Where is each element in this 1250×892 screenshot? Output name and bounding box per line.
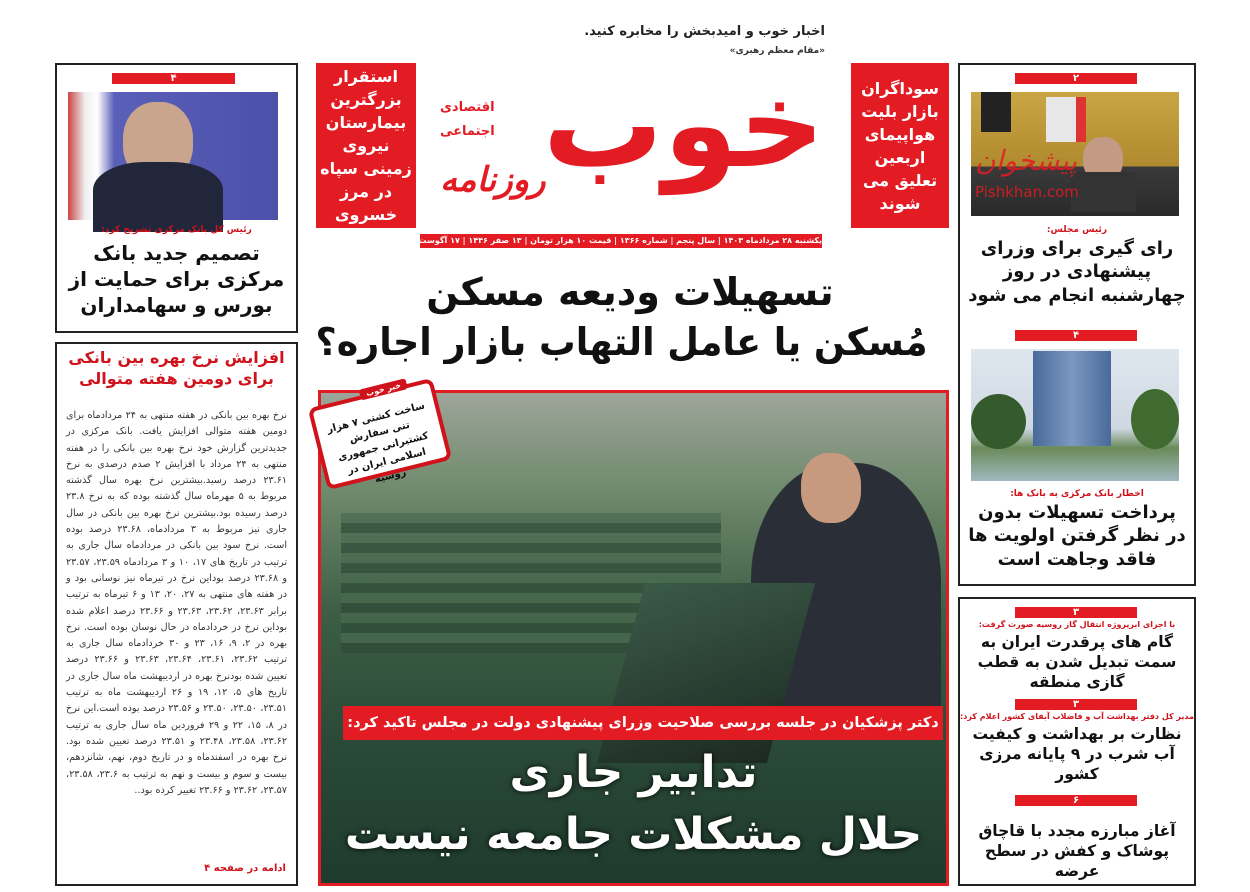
photo-caption-kicker: دکتر پزشکیان در جلسه بررسی صلاحیت وزرای پیشنهادی دولت در مجلس تاکید کرد: <box>343 706 943 740</box>
stamp-text: ساخت کشتی ۷ هزار تنی سفارش کشتیرانی جمهوری اسلامی ایران در روسیه <box>325 400 430 486</box>
photo-headline-1[interactable]: تدابیر جاری <box>509 747 758 798</box>
kicker: رئیس کل بانک مرکزی تشریح کرد: <box>101 225 252 235</box>
headline: نظارت بر بهداشت و کیفیت آب شرب در ۹ پایانه مرزی کشور <box>972 725 1182 784</box>
logo-sub: روزنامه <box>440 160 546 200</box>
watermark-logo: پیشخوان <box>975 144 1078 177</box>
page-label: ۲ <box>1015 73 1137 84</box>
photo-parliament-speaker <box>971 92 1179 216</box>
left-article[interactable] <box>55 342 298 886</box>
red-box-story-left[interactable]: استقرار بزرگترین بیمارستان نیروی زمینی سپاه در مرز خسروی <box>316 63 416 228</box>
dateline: یکشنبه ۲۸ مردادماه ۱۴۰۳ | سال پنجم | شماره ۱۳۶۶ | قیمت ۱۰ هزار تومان | ۱۳ صفر ۱۴۴۶ | ۱۷ آگوست ۲۰۲۴ <box>420 234 822 248</box>
right-bottom-box <box>958 597 1196 886</box>
masthead <box>420 10 835 234</box>
page-label: ۳ <box>1015 699 1137 710</box>
kicker: مدیر کل دفتر بهداشت آب و فاضلاب آبفای کشور اعلام کرد: <box>960 712 1194 721</box>
headline: تصمیم جدید بانک مرکزی برای حمایت از بورس و سهامداران <box>68 241 285 317</box>
article-headline: افزایش نرخ بهره بین بانکی برای دومین هفته متوالی <box>68 348 285 388</box>
right-column-box <box>958 63 1196 586</box>
watermark-url: Pishkhan.com <box>975 183 1079 201</box>
masthead-quote: اخبار خوب و امیدبخش را مخابره کنید. <box>584 24 825 39</box>
photo-central-bank-governor <box>68 92 278 220</box>
page-label: ۶ <box>1015 795 1137 806</box>
red-box-story-right[interactable]: سوداگران بازار بلیت هواپیمای اربعین تعلیق می شوند <box>851 63 949 228</box>
logo: خوب <box>542 56 825 195</box>
left-top-story[interactable] <box>55 63 298 333</box>
tag-social: اجتماعی <box>440 124 495 139</box>
main-headline-1[interactable]: تسهیلات ودیعه مسکن <box>426 270 834 314</box>
article-body: نرخ بهره بین بانکی در هفته منتهی به ۲۴ مردادماه برای دومین هفته متوالی افزایش یافت. بانک مرکزی در جدیدترین گزارش خود نرخ بهره بین بانکی را در هفته منتهی به ۲۴ مرداد با افزایش ۲ صدم درصدی به نرخ ۲۳.۶۱ درصد رسید.بیشترین نرخ بهره سال گذشته مربوط به ۵ مهرماه سال گذشته بوده که به نرخ ۲۳.۸ درصد رسیده بود.بیشترین نرخ بهره بین بانکی در سال جاری نیز مربوط به ۳ مردادماه، ۲۳.۶۸ درصد بوده است. نرخ سود بین بانکی در مردادماه سال جاری به ترتیب در تاریخ های ۱۷، ۱۰ و ۳ مردادماه ۲۳.۵۹، ۲۳.۵۷ و ۲۳.۶۸ درصد بوداین نرخ در تیرماه نیز نوسانی بود و در هفته های منتهی به ۲۷، ۲۰، ۱۳ و ۶ تیرماه به ترتیب برابر ۲۳.۶۳، ۲۳.۶۲، ۲۳.۶۳ و ۲۳.۶۶ درصد اعلام شده بوداین نرخ در خردادماه در حال نوسان بوده است. نرخ بهره در ۲، ۹، ۱۶، ۲۳ و ۳۰ خردادماه سال جاری به ترتیب ۲۳.۶۲، ۲۳.۶۱، ۲۳.۶۴، ۲۳.۶۳ و ۲۳.۶۶ درصد تعیین شده بودنرخ بهره در اردیبهشت ماه سال جاری در تاریخ های ۵، ۱۲، ۱۹ و ۲۶ اردیبهشت ماه به ترتیب ۲۳.۵۱، ۲۳.۵۰، ۲۳.۵۰ و ۲۳.۵۶ درصد بوده است.این نرخ در ۸، ۱۵، ۲۲ و ۲۹ فروردین ماه سال جاری به ترتیب ۲۳.۶۲، ۲۳.۵۸، ۲۳.۴۸ و ۲۳.۵۱ درصد تعیین شده بود. نرخ بهره در اسفندماه و در تاریخ دوم، نهم، شانزدهم، بیست و سوم و بیست و نهم به ترتیب به ۲۳.۶، ۲۳.۵۸، ۲۳.۵۷، ۲۳.۶۲ و ۲۳.۶۶ تغییر کرده بود.. <box>66 410 288 796</box>
main-headline-2[interactable]: مُسکن یا عامل التهاب بازار اجاره؟ <box>315 320 928 364</box>
headline: رای گیری برای وزرای پیشنهادی در روز چهارشنبه انجام می شود <box>968 238 1186 306</box>
page-label: ۳ <box>1015 607 1137 618</box>
tag-economic: اقتصادی <box>440 100 495 115</box>
headline: آغاز مبارزه مجدد با قاچاق پوشاک و کفش در سطح عرضه <box>978 822 1176 881</box>
continue-link[interactable]: ادامه در صفحه ۴ <box>204 863 286 874</box>
kicker: با اجرای ابرپروژه انتقال گاز روسیه صورت گرفت: <box>978 620 1176 629</box>
kicker: اخطار بانک مرکزی به بانک ها: <box>1010 489 1144 499</box>
headline: پرداخت تسهیلات بدون در نظر گرفتن اولویت ها فاقد وجاهت است <box>968 502 1186 570</box>
page-label: ۴ <box>1015 330 1137 341</box>
quote-source: «مقام معظم رهبری» <box>729 46 825 56</box>
kicker: رئیس مجلس: <box>1046 225 1108 235</box>
photo-headline-2[interactable]: حلال مشکلات جامعه نیست <box>344 809 923 860</box>
stamp-label: خبر خوب <box>359 378 408 400</box>
headline: گام های پرقدرت ایران به سمت تبدیل شدن به قطب گازی منطقه <box>977 633 1177 692</box>
page-label: ۴ <box>112 73 235 84</box>
photo-central-bank-building <box>971 349 1179 481</box>
